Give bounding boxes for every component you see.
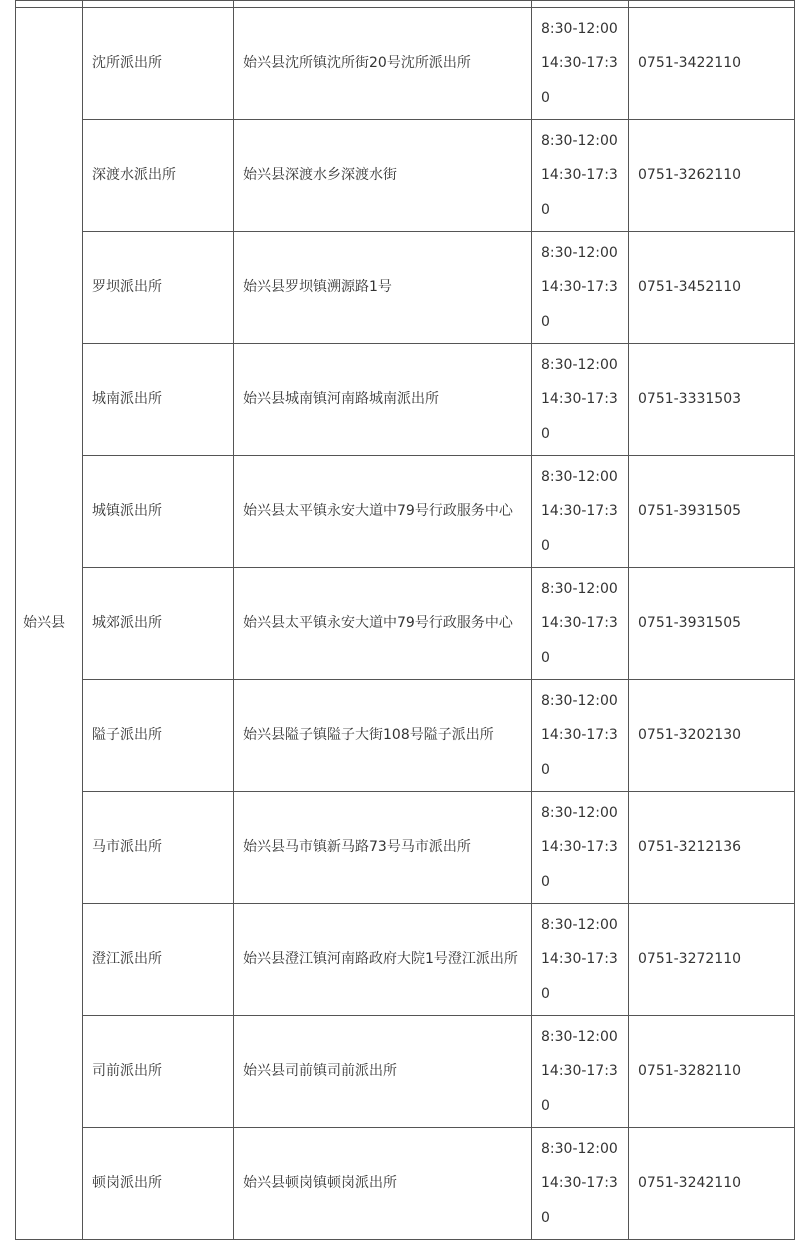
phone-number-cell: 0751-3931505 [629,456,795,568]
office-hours-cell [532,120,629,232]
phone-number-cell: 0751-3242110 [629,1128,795,1240]
office-hours-line: 8:30-12:00 [541,916,618,933]
office-hours-line: 14:30-17:3 [541,951,618,968]
phone-number-cell: 0751-3212136 [629,792,795,904]
office-hours-line: 0 [541,873,550,890]
phone-number-cell: 0751-3262110 [629,120,795,232]
office-hours-line: 14:30-17:3 [541,391,618,408]
office-hours-line: 0 [541,985,550,1002]
station-name-cell: 马市派出所 [83,792,234,904]
office-hours-cell [532,1016,629,1128]
office-hours-line: 0 [541,649,550,666]
station-address-cell: 始兴县罗坝镇溯源路1号 [234,232,532,344]
office-hours-cell [532,904,629,1016]
office-hours-line: 0 [541,313,550,330]
office-hours-line: 8:30-12:00 [541,244,618,261]
office-hours-line: 14:30-17:3 [541,839,618,856]
station-address-cell: 始兴县司前镇司前派出所 [234,1016,532,1128]
table-row [16,568,795,680]
office-hours-line: 8:30-12:00 [541,468,618,485]
station-name-cell: 司前派出所 [83,1016,234,1128]
station-address-cell: 始兴县城南镇河南路城南派出所 [234,344,532,456]
office-hours-line: 8:30-12:00 [541,1140,618,1157]
office-hours-cell [532,568,629,680]
station-address-cell: 始兴县马市镇新马路73号马市派出所 [234,792,532,904]
office-hours-line: 0 [541,201,550,218]
phone-number-cell: 0751-3272110 [629,904,795,1016]
office-hours-cell [532,792,629,904]
table-cell-empty [234,1,532,8]
station-name-cell: 城郊派出所 [83,568,234,680]
office-hours-cell [532,456,629,568]
office-hours-line: 8:30-12:00 [541,356,618,373]
police-station-table-page [15,0,794,1249]
station-address-cell: 始兴县隘子镇隘子大街108号隘子派出所 [234,680,532,792]
station-name-cell: 沈所派出所 [83,8,234,120]
office-hours-cell [532,8,629,120]
office-hours-line: 0 [541,761,550,778]
office-hours-line: 14:30-17:3 [541,167,618,184]
phone-number-cell: 0751-3452110 [629,232,795,344]
table-row [16,792,795,904]
office-hours-line: 14:30-17:3 [541,727,618,744]
phone-number-cell: 0751-3422110 [629,8,795,120]
office-hours-line: 14:30-17:3 [541,1063,618,1080]
table-cell-empty [532,1,629,8]
station-address-cell: 始兴县深渡水乡深渡水街 [234,120,532,232]
phone-number-cell: 0751-3202130 [629,680,795,792]
office-hours-cell [532,344,629,456]
station-address-cell: 始兴县沈所镇沈所街20号沈所派出所 [234,8,532,120]
phone-number-cell: 0751-3282110 [629,1016,795,1128]
office-hours-line: 0 [541,89,550,106]
office-hours-line: 8:30-12:00 [541,692,618,709]
station-name-cell: 澄江派出所 [83,904,234,1016]
table-row [16,232,795,344]
office-hours-line: 0 [541,1097,550,1114]
office-hours-cell [532,680,629,792]
table-row [16,120,795,232]
office-hours-line: 8:30-12:00 [541,132,618,149]
office-hours-cell [532,232,629,344]
office-hours-line: 8:30-12:00 [541,20,618,37]
table-row [16,456,795,568]
station-name-cell: 隘子派出所 [83,680,234,792]
table-row [16,1128,795,1240]
table-row [16,904,795,1016]
station-address-cell: 始兴县太平镇永安大道中79号行政服务中心 [234,568,532,680]
table-row-cut-off-top [16,1,795,8]
table-row [16,1016,795,1128]
station-name-cell: 罗坝派出所 [83,232,234,344]
office-hours-line: 8:30-12:00 [541,1028,618,1045]
table-row [16,344,795,456]
station-name-cell: 城南派出所 [83,344,234,456]
phone-number-cell: 0751-3931505 [629,568,795,680]
table-cell-empty [83,1,234,8]
station-name-cell: 顿岗派出所 [83,1128,234,1240]
office-hours-line: 0 [541,425,550,442]
office-hours-line: 14:30-17:3 [541,1175,618,1192]
county-cell: 始兴县 [16,8,83,1240]
office-hours-line: 14:30-17:3 [541,55,618,72]
table-cell-empty [629,1,795,8]
table-cell-empty [16,1,83,8]
office-hours-line: 0 [541,1209,550,1226]
phone-number-cell: 0751-3331503 [629,344,795,456]
office-hours-line: 14:30-17:3 [541,503,618,520]
station-address-cell: 始兴县太平镇永安大道中79号行政服务中心 [234,456,532,568]
table-body [16,1,795,1240]
office-hours-line: 8:30-12:00 [541,804,618,821]
station-address-cell: 始兴县顿岗镇顿岗派出所 [234,1128,532,1240]
office-hours-cell [532,1128,629,1240]
police-station-table [15,0,795,1240]
table-row [16,680,795,792]
station-address-cell: 始兴县澄江镇河南路政府大院1号澄江派出所 [234,904,532,1016]
office-hours-line: 8:30-12:00 [541,580,618,597]
table-row [16,8,795,120]
station-name-cell: 深渡水派出所 [83,120,234,232]
office-hours-line: 14:30-17:3 [541,615,618,632]
office-hours-line: 0 [541,537,550,554]
office-hours-line: 14:30-17:3 [541,279,618,296]
station-name-cell: 城镇派出所 [83,456,234,568]
